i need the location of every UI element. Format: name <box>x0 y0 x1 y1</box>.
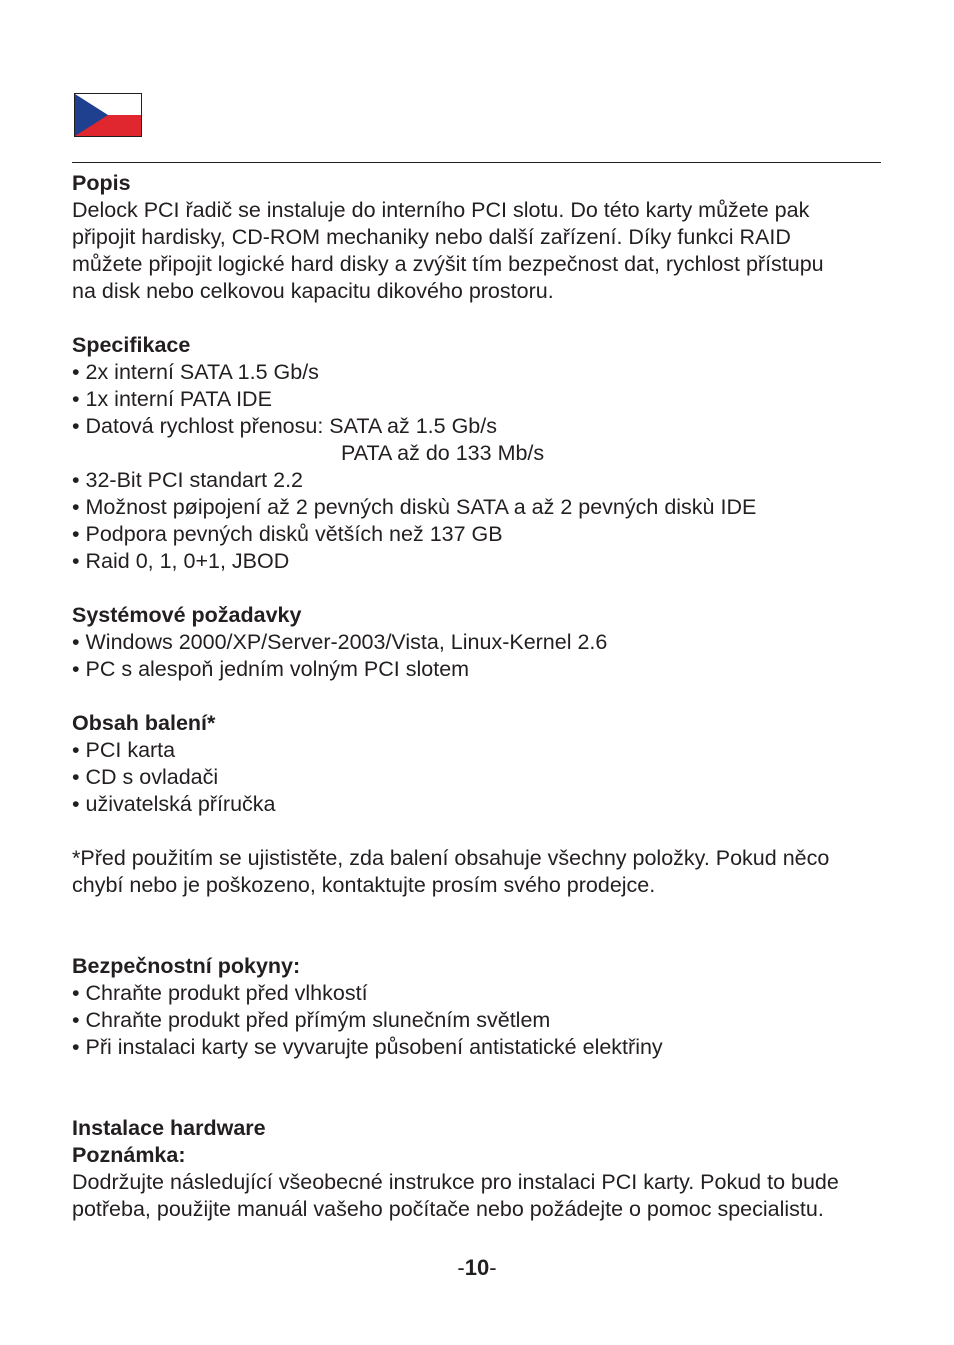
page-number-value: 10 <box>464 1255 490 1280</box>
page-number-suffix: - <box>489 1255 497 1280</box>
paragraph-line: můžete připojit logické hard disky a zvýšit tím bezpečnost dat, rychlost přístupu <box>72 252 824 276</box>
document-body <box>72 170 892 1223</box>
note-line: chybí nebo je poškozeno, kontaktujte prosím svého prodejce. <box>72 873 656 897</box>
paragraph-line: na disk nebo celkovou kapacitu dikového prostoru. <box>72 279 554 303</box>
czech-flag-icon <box>74 93 142 137</box>
page-number-prefix: - <box>457 1255 465 1280</box>
section-heading-bezpecnost: Bezpečnostní pokyny: <box>72 954 301 978</box>
section-heading-popis: Popis <box>72 171 131 195</box>
list-item: • Chraňte produkt před vlhkostí <box>72 981 368 1005</box>
paragraph-line: Delock PCI řadič se instaluje do interního PCI slotu. Do této karty můžete pak <box>72 198 810 222</box>
paragraph-line: potřeba, použijte manuál vašeho počítače nebo požádejte o pomoc specialistu. <box>72 1197 824 1221</box>
paragraph-line: připojit hardisky, CD-ROM mechaniky nebo další zařízení. Díky funkci RAID <box>72 225 791 249</box>
list-item: • Možnost pøipojení až 2 pevných diskù SATA a až 2 pevných diskù IDE <box>72 495 757 519</box>
header-divider <box>72 162 881 163</box>
list-item: • Při instalaci karty se vyvarujte působení antistatické elektřiny <box>72 1035 663 1059</box>
list-item: • 1x interní PATA IDE <box>72 387 272 411</box>
list-item: • Datová rychlost přenosu: SATA až 1.5 Gb/s <box>72 414 497 438</box>
section-heading-obsah: Obsah balení* <box>72 711 216 735</box>
list-item: • PCI karta <box>72 738 176 762</box>
paragraph-line: Dodržujte následující všeobecné instrukce pro instalaci PCI karty. Pokud to bude <box>72 1170 839 1194</box>
section-heading-pozadavky: Systémové požadavky <box>72 603 302 627</box>
section-heading-specifikace: Specifikace <box>72 333 191 357</box>
list-item: • uživatelská příručka <box>72 792 276 816</box>
list-item-continuation: PATA až do 133 Mb/s <box>341 441 545 465</box>
list-item: • Chraňte produkt před přímým slunečním světlem <box>72 1008 551 1032</box>
list-item: • Podpora pevných disků větších než 137 GB <box>72 522 503 546</box>
list-item: • 32-Bit PCI standart 2.2 <box>72 468 303 492</box>
note-line: *Před použitím se ujististěte, zda balení obsahuje všechny položky. Pokud něco <box>72 846 830 870</box>
list-item: • PC s alespoň jedním volným PCI slotem <box>72 657 470 681</box>
section-heading-instalace: Instalace hardware <box>72 1116 266 1140</box>
list-item: • 2x interní SATA 1.5 Gb/s <box>72 360 319 384</box>
list-item: • Raid 0, 1, 0+1, JBOD <box>72 549 290 573</box>
list-item: • CD s ovladači <box>72 765 219 789</box>
page-number <box>0 1254 954 1281</box>
section-subheading-poznamka: Poznámka: <box>72 1143 186 1167</box>
list-item: • Windows 2000/XP/Server-2003/Vista, Linux-Kernel 2.6 <box>72 630 608 654</box>
